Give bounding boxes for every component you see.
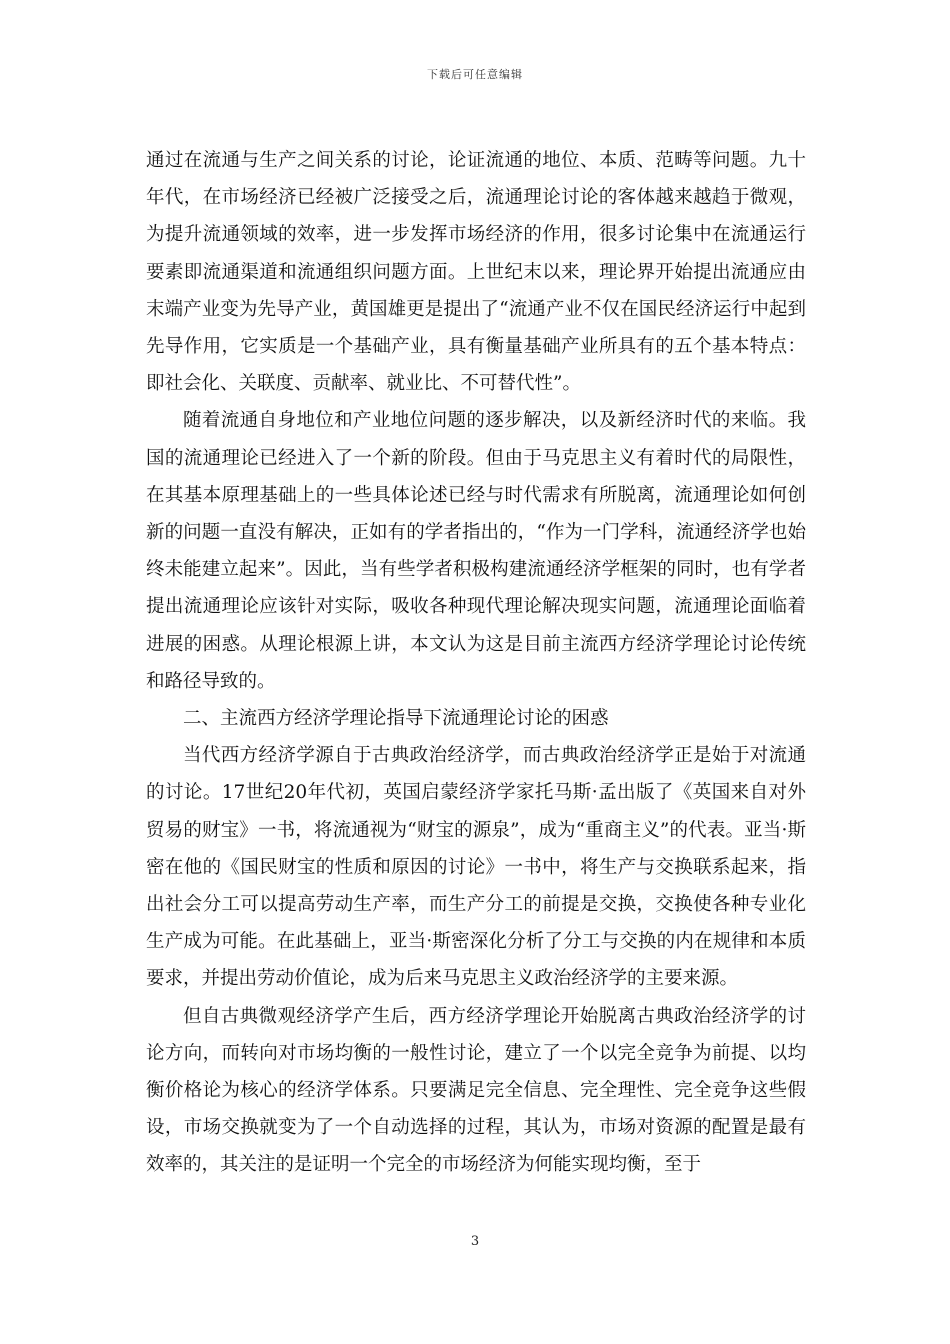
paragraph: 当代西方经济学源自于古典政治经济学，而古典政治经济学正是始于对流通的讨论。17世纪20年代初，英国启蒙经济学家托马斯·孟出版了《英国来自对外贸易的财宝》一书，将流通视为“财宝的源泉”，成为“重商主义”的代表。亚当·斯密在他的《国民财宝的性质和原因的讨论》一书中，将生产与交换联系起来，指出社会分工可以提高劳动生产率，而生产分工的前提是交换，交换使各种专业化生产成为可能。在此基础上，亚当·斯密深化分析了分工与交换的内在规律和本质要求，并提出劳动价值论，成为后来马克思主义政治经济学的主要来源。 (146, 745, 806, 990)
paragraph: 但自古典微观经济学产生后，西方经济学理论开始脱离古典政治经济学的讨论方向，而转向对市场均衡的一般性讨论，建立了一个以完全竞争为前提、以均衡价格论为核心的经济学体系。只要满足完全信息、完全理性、完全竞争这些假设，市场交换就变为了一个自动选择的过程，其认为，市场对资源的配置是最有效率的，其关注的是证明一个完全的市场经济为何能实现均衡，至于 (146, 1005, 806, 1176)
page-number: 3 (470, 1234, 480, 1249)
section-heading: 二、主流西方经济学理论指导下流通理论讨论的困惑 (183, 708, 609, 730)
paragraph: 随着流通自身地位和产业地位问题的逐步解决，以及新经济时代的来临。我国的流通理论已经进入了一个新的阶段。但由于马克思主义有着时代的局限性，在其基本原理基础上的一些具体论述已经与时代需求有所脱离，流通理论如何创新的问题一直没有解决，正如有的学者指出的，“作为一门学科，流通经济学也始终未能建立起来”。因此，当有些学者积极构建流通经济学框架的同时，也有学者提出流通理论应该针对实际，吸收各种现代理论解决现实问题，流通理论面临着进展的困惑。从理论根源上讲，本文认为这是目前主流西方经济学理论讨论传统和路径导致的。 (146, 410, 806, 692)
body-text (146, 142, 806, 1184)
paragraph: 通过在流通与生产之间关系的讨论，论证流通的地位、本质、范畴等问题。九十年代，在市场经济已经被广泛接受之后，流通理论讨论的客体越来越趋于微观，为提升流通领域的效率，进一步发挥市场经济的作用，很多讨论集中在流通运行要素即流通渠道和流通组织问题方面。上世纪末以来，理论界开始提出流通应由末端产业变为先导产业，黄国雄更是提出了“流通产业不仅在国民经济运行中起到先导作用，它实质是一个基础产业，具有衡量基础产业所具有的五个基本特点：即社会化、关联度、贡献率、就业比、不可替代性”。 (146, 150, 806, 395)
page-header: 下载后可任意编辑 (427, 68, 523, 81)
